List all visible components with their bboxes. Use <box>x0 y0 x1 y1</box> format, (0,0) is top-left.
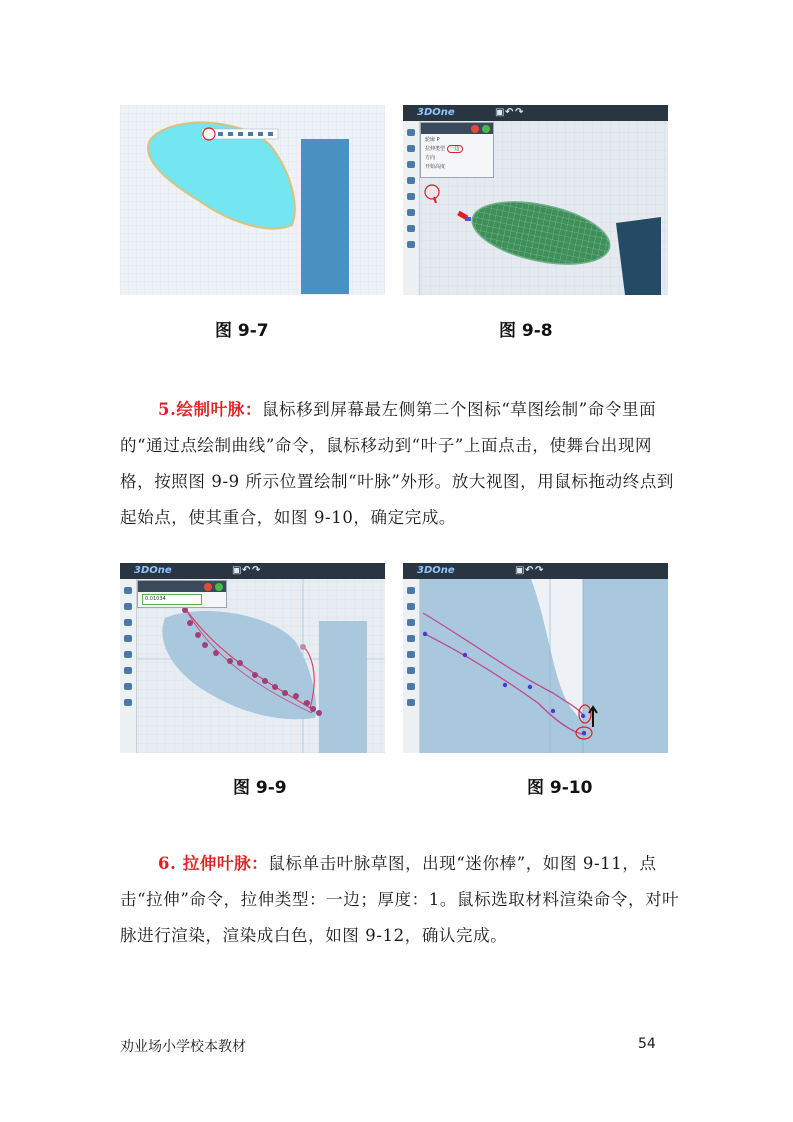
caption-9-7: 图 9-7 <box>215 321 269 341</box>
figure-9-10 <box>403 563 668 753</box>
pillar-shape <box>301 139 349 294</box>
toolbar-icon[interactable] <box>407 193 415 200</box>
pillar-shape <box>583 579 668 753</box>
toolbar-icon[interactable] <box>124 651 132 658</box>
toolbar-icon[interactable] <box>407 667 415 674</box>
toolbar-icon[interactable] <box>124 619 132 626</box>
step-6-text: 鼠标单击叶脉草图，出现“迷你棒”，如图 9-11，点击“拉伸”命令，拉伸类型：一边；厚度：1。鼠标选取材料渲染命令，对叶脉进行渲染，渲染成白色，如图 9-12，确认完成。 <box>120 854 680 945</box>
redo-icon[interactable]: ↷ <box>252 565 261 576</box>
toolbar-icon[interactable] <box>124 699 132 706</box>
toolbar-icon[interactable] <box>407 651 415 658</box>
cancel-icon[interactable] <box>471 125 479 133</box>
save-icon[interactable]: ▣ <box>495 107 505 118</box>
caption-9-10: 图 9-10 <box>527 778 593 798</box>
toolbar-icon[interactable] <box>407 161 415 168</box>
toolbar-icon[interactable] <box>407 683 415 690</box>
caption-9-9: 图 9-9 <box>233 778 287 798</box>
figure-9-7 <box>120 105 385 295</box>
save-icon[interactable]: ▣ <box>515 565 525 576</box>
extrude-panel <box>420 122 494 178</box>
left-toolbar <box>403 579 420 753</box>
panel-row: 轮廓 P <box>425 137 440 143</box>
figure-9-10-canvas <box>403 563 668 753</box>
toolbar-icon[interactable] <box>407 177 415 184</box>
step-6-label: 6. 拉伸叶脉： <box>158 854 269 873</box>
toolbar-icon[interactable] <box>124 667 132 674</box>
cancel-icon[interactable] <box>204 583 212 591</box>
undo-icon[interactable]: ↶ <box>525 565 534 576</box>
step-5-text: 鼠标移到屏幕最左侧第二个图标“草图绘制”命令里面的“通过点绘制曲线”命令，鼠标移动到“叶子”上面点击，使舞台出现网格，按照图 9-9 所示位置绘制“叶脉”外形。放大视图，用鼠标拖动终点到起始点，使其重合，如图 9-10，确定完成。 <box>120 400 675 527</box>
figure-9-7-canvas <box>120 105 385 295</box>
app-titlebar <box>120 563 385 579</box>
toolbar-icon[interactable] <box>407 603 415 610</box>
toolbar-icon[interactable] <box>407 587 415 594</box>
panel-row: 拉伸类型 一边 <box>425 145 489 152</box>
confirm-icon[interactable] <box>482 125 490 133</box>
left-toolbar <box>403 121 420 295</box>
app-logo: 3DOne <box>417 107 455 118</box>
toolbar-icon[interactable] <box>407 241 415 248</box>
panel-row: 开始高度 <box>425 164 446 170</box>
page-number: 54 <box>638 1036 656 1052</box>
figure-9-9 <box>120 563 385 753</box>
toolbar-icon[interactable] <box>124 635 132 642</box>
paragraph-6 <box>120 846 680 954</box>
toolbar-icon[interactable] <box>407 699 415 706</box>
app-titlebar <box>403 105 668 121</box>
save-icon[interactable]: ▣ <box>232 565 242 576</box>
figure-9-8 <box>403 105 668 295</box>
confirm-icon[interactable] <box>215 583 223 591</box>
undo-icon[interactable]: ↶ <box>505 107 514 118</box>
value-input[interactable]: 0.01034 <box>142 594 202 605</box>
sketch-panel <box>137 580 227 608</box>
toolbar-icon[interactable] <box>407 129 415 136</box>
toolbar-icon[interactable] <box>407 225 415 232</box>
toolbar-icon[interactable] <box>407 635 415 642</box>
toolbar-icon[interactable] <box>407 209 415 216</box>
footer-school: 劝业场小学校本教材 <box>120 1039 246 1055</box>
panel-row: 方向 <box>425 155 436 161</box>
pillar-shape <box>319 621 367 753</box>
toolbar-icon[interactable] <box>407 619 415 626</box>
app-logo: 3DOne <box>134 565 172 576</box>
toolbar-icon[interactable] <box>124 603 132 610</box>
caption-9-8: 图 9-8 <box>499 321 553 341</box>
redo-icon[interactable]: ↷ <box>535 565 544 576</box>
toolbar-icon[interactable] <box>124 683 132 690</box>
paragraph-5 <box>120 392 680 536</box>
toolbar-icon[interactable] <box>124 587 132 594</box>
step-5-label: 5.绘制叶脉： <box>158 400 262 419</box>
redo-icon[interactable]: ↷ <box>515 107 524 118</box>
app-titlebar <box>403 563 668 579</box>
left-toolbar <box>120 579 137 753</box>
app-logo: 3DOne <box>417 565 455 576</box>
toolbar-icon[interactable] <box>407 145 415 152</box>
undo-icon[interactable]: ↶ <box>242 565 251 576</box>
